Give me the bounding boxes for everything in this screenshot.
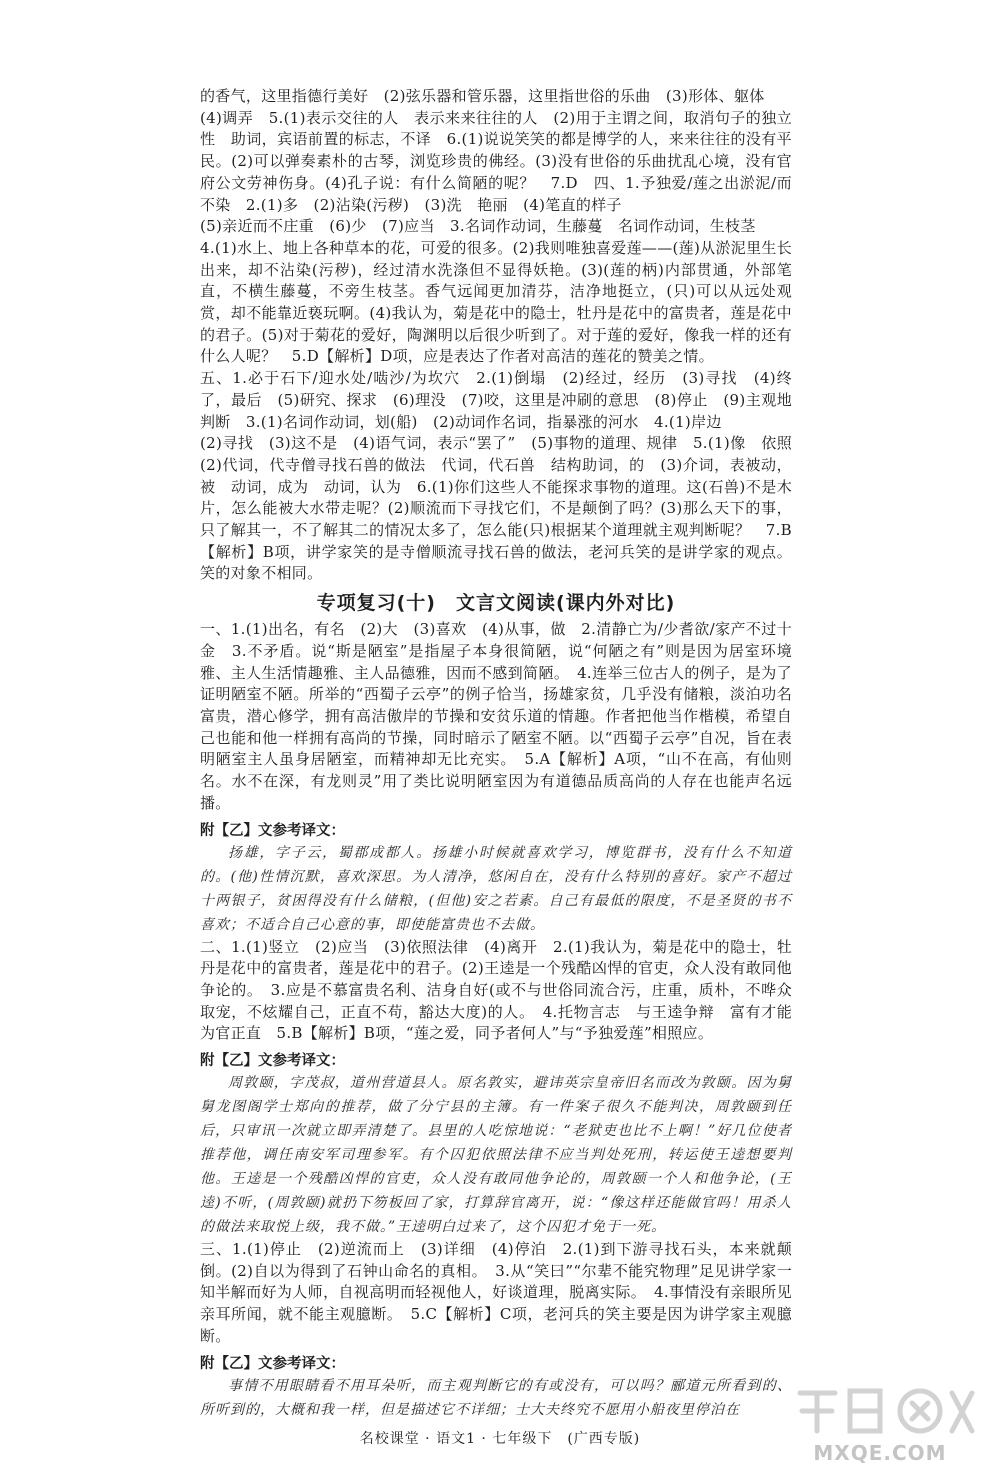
answer-paragraph: 二、1.(1)竖立 (2)应当 (3)依照法律 (4)离开 2.(1)我认为，菊是花中的隐士，牡丹是花中的富贵者，莲是花中的君子。(2)王逵是一个残酷凶悍的官吏，众人没有敢同他争论的。 3.应是不慕富贵名利、洁身自好(或不与世俗同流合污，庄重，质朴，不哗众取宠，不炫耀自己，正直不苟，豁达大度)的人。 4.托物言志 与王逵争辩 富有才能 为官正直 5.B【解析】B项，“莲之爱，同予者何人”与“予独爱莲”相照应。 xyxy=(200,937,808,1043)
answer-paragraph: (4)调弄 5.(1)表示交往的人 表示来来往往的人 (2)用于主谓之间，取消句子的独立性 助词，宾语前置的标志，不译 6.(1)说说笑笑的都是博学的人，来来往往的没有平民。(2)可以弹奏素朴的古琴，浏览珍贵的佛经。(3)没有世俗的乐曲扰乱心境，没有官府公文劳神伤身。(4)孔子说：有什么简陋的呢？ 7.D 四、1.予独爱/莲之出淤泥/而不染 2.(1)多 (2)沾染(污秽) (3)洗 艳丽 (4)笔直的样子 xyxy=(200,108,792,214)
translation-paragraph: 周敦颐，字茂叔，道州营道县人。原名敦实，避讳英宗皇帝旧名而改为敦颐。因为舅舅龙图阁学士郑向的推荐，做了分宁县的主簿。有一件案子很久不能判决，周敦颐到任后，只审讯一次就立即弄清楚了。县里的人吃惊地说：“老狱吏也比不上啊！”好几位使者推荐他，调任南安军司理参军。有个囚犯依照法律不应当判处死刑，转运使王逵想要判他。王逵是一个残酷凶悍的官吏，众人没有敢同他争论的，周敦颐一个人和他争论，(王逵)不听，(周敦颐)就扔下笏板回了家，打算辞官离开，说：“像这样还能做官吗！用杀人的做法来取悦上级，我不做。”王逵明白过来了，这个囚犯才免于一死。 xyxy=(200,1075,792,1236)
answer-paragraph: 一、1.(1)出名，有名 (2)大 (3)喜欢 (4)从事，做 2.清静亡为/少耆欲/家产不过十金 3.不矛盾。说“斯是陋室”是指屋子本身很简陋，说“何陋之有”则是因为居室环境雅、主人生活情趣雅、主人品德雅，因而不感到简陋。 4.连举三位古人的例子，是为了证明陋室不陋。所举的“西蜀子云亭”的例子恰当，扬雄家贫，几乎没有储粮，淡泊功名富贵，潜心修学，拥有高洁傲岸的节操和安贫乐道的情趣。作者把他当作楷模，希望自己也能和他一样拥有高尚的节操，同时暗示了陋室不陋。以“西蜀子云亭”自况，旨在表明陋室主人虽身居陋室，而精神却无比充实。 5.A【解析】A项，“山不在高，有仙则名。水不在深，有龙则灵”用了类比说明陋室因为有道德品质高尚的人存在也能声名远播。 xyxy=(200,620,792,812)
watermark-text: MXQE.COM xyxy=(813,1441,947,1465)
answer-paragraph: (5)亲近而不庄重 (6)少 (7)应当 3.名词作动词，生藤蔓 名词作动词，生枝茎 xyxy=(200,217,756,236)
answer-paragraph: 4.(1)水上、地上各种草本的花，可爱的很多。(2)我则唯独喜爱莲——(莲)从淤泥里生长出来，却不沾染(污秽)，经过清水洗涤但不显得妖艳。(3)(莲的柄)内部贯通，外部笔直，不横生藤蔓，不旁生枝茎。香气远闻更加清芬，洁净地挺立，(只)可以从远处观赏，却不能靠近亵玩啊。(4)我认为，菊是花中的隐士，牡丹是花中的富贵者，莲是花中的君子。(5)对于菊花的爱好，陶渊明以后很少听到了。对于莲的爱好，像我一样的还有什么人呢？ 5.D【解析】D项，应是表达了作者对高洁的莲花的赞美之情。 xyxy=(200,238,792,366)
answer-paragraph: (2)寻找 (3)这不是 (4)语气词，表示“罢了” (5)事物的道理、规律 5.(1)像 依照 (2)代词，代寺僧寻找石兽的做法 代词，代石兽 结构助词，的 (3)介词，表被动，被 动词，成为 动词，认为 6.(1)你们这些人不能探求事物的道理。这(石兽)不是木片，怎么能被大水带走呢？(2)顺流而下寻找它们，不是颠倒了吗？(3)那么天下的事，只了解其一，不了解其二的情况太多了，怎么能(只)根据某个道理就主观判断呢？ 7.B【解析】B项，讲学家笑的是寺僧顺流寻找石兽的做法，老河兵笑的是讲学家的观点。笑的对象不相同。 xyxy=(200,434,808,583)
translation-paragraph: 扬雄，字子云，蜀郡成都人。扬雄小时候就喜欢学习，博览群书，没有什么不知道的。(他)性情沉默，喜欢深思。为人清净，悠闲自在，没有什么特别的喜好。家产不超过十两银子，贫困得没有什么储粮，(但他)安之若素。自己有最低的限度，不是圣贤的书不喜欢；不适合自己心意的事，即使能富贵也不去做。 xyxy=(200,844,792,933)
watermark-logo xyxy=(780,1381,980,1465)
translation-label: 附【乙】文参考译文： xyxy=(200,822,345,839)
section-title: 专项复习(十) 文言文阅读(课内外对比) xyxy=(316,592,676,615)
answer-paragraph: 五、1.必于石下/迎水处/啮沙/为坎穴 2.(1)倒塌 (2)经过，经历 (3)寻找 (4)终了，最后 (5)研究、探求 (6)理没 (7)咬，这里是冲刷的意思 (8)停止 (9)主观地判断 3.(1)名词作动词，划(船) (2)动词作名词，指暴涨的河水 4.(1)岸边 xyxy=(200,369,792,431)
translation-label: 附【乙】文参考译文： xyxy=(200,1053,345,1070)
translation-paragraph: 事情不用眼睛看不用耳朵听，而主观判断它的有或没有，可以吗？郦道元所看到的、所听到的，大概和我一样，但是描述它不详细；士大夫终究不愿用小船夜里停泊在 xyxy=(200,1377,792,1418)
translation-label: 附【乙】文参考译文： xyxy=(200,1355,345,1372)
page-footer: 名校课堂 · 语文1 · 七年级下 (广西专版) xyxy=(359,1431,641,1447)
answer-paragraph: 的香气，这里指德行美好 (2)弦乐器和管乐器，这里指世俗的乐曲 (3)形体、躯体 xyxy=(200,87,765,105)
answer-paragraph: 三、1.(1)停止 (2)逆流而上 (3)详细 (4)停泊 2.(1)到下游寻找石头，本来就颠倒。(2)自以为得到了石钟山命名的真相。 3.从“笑曰”“尔辈不能究物理”足见讲学家一知半解而好为人师，自视高明而轻视他人，好谈道理，脱离实际。 4.事情没有亲眼所见亲耳所闻，就不能主观臆断。 5.C【解析】C项，老河兵的笑主要是因为讲学家主观臆断。 xyxy=(200,1240,792,1345)
page-body xyxy=(200,86,808,1422)
watermark-emblem-icon xyxy=(780,1381,980,1441)
